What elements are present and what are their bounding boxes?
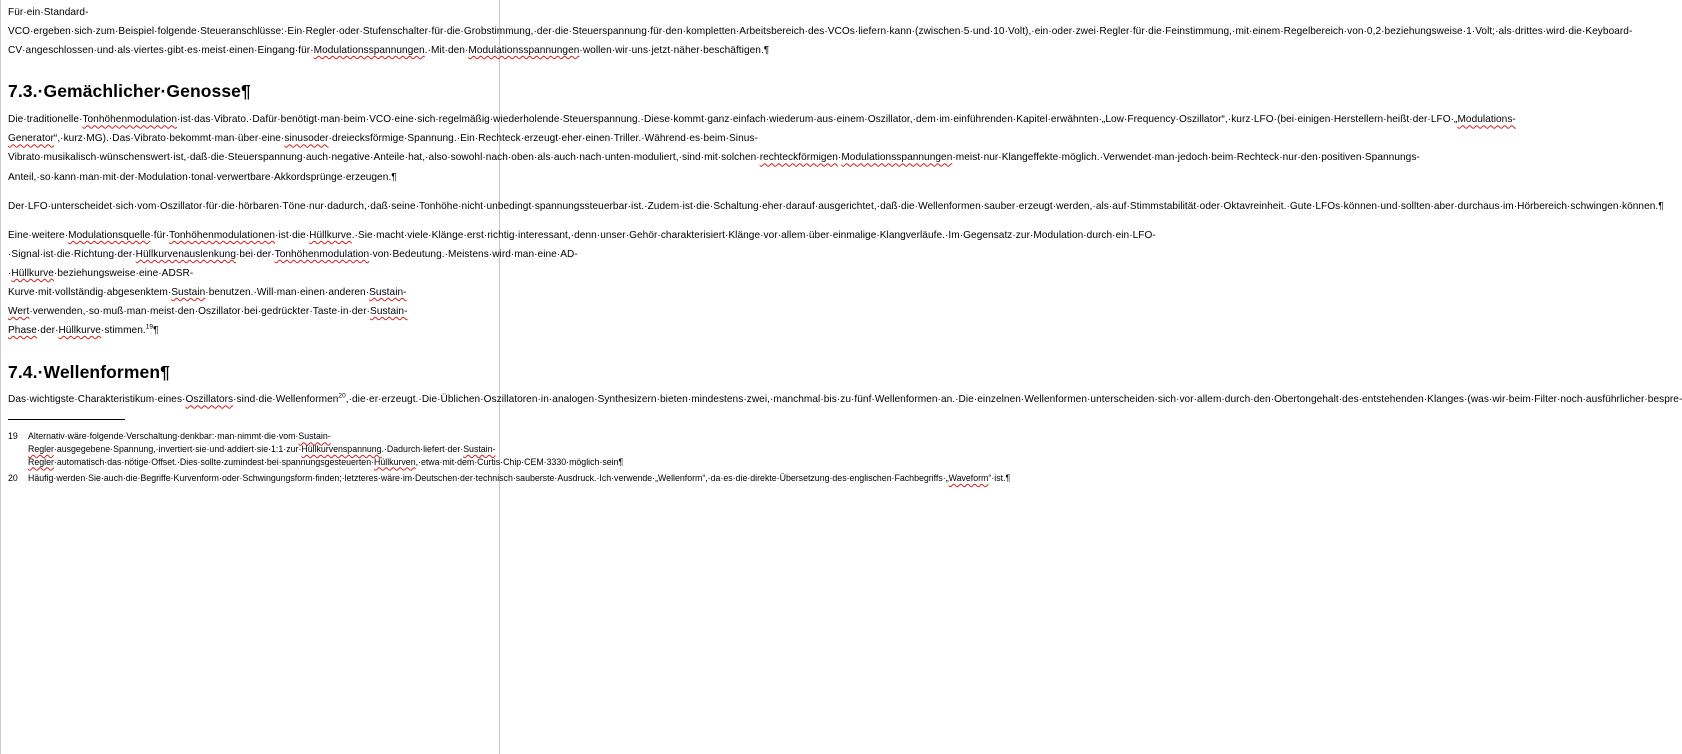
spelling-flag[interactable]: Hüllkurvenspannung xyxy=(301,444,382,454)
text-run: ·stimmen. xyxy=(100,325,146,337)
spelling-flag[interactable]: Modulations-Generator xyxy=(8,114,1516,145)
spelling-flag[interactable]: Sustain-Regler xyxy=(28,444,496,467)
text-run: ·dreiecksförmige·Spannung.·Ein·Rechteck·erzeugt·eher·einen·Triller.·Während·es·beim·Sinus-Vibrato·musikalisch·wünschenswert·ist,·daß·die·Steuerspannung·auch·negative·Anteile·hat,·also·sowohl·nach·oben·als·auch·nach·unten·moduliert,·sind·mit·solchen· xyxy=(8,133,760,164)
text-run: ·automatisch·das·nötige·Offset.·Dies·sollte·zumindest·bei·spannungsgesteuerten· xyxy=(53,456,375,467)
text-run: ·wollen·wir·uns·jetzt·näher·beschäftigen.¶ xyxy=(579,45,770,57)
text-run: “·ist.¶ xyxy=(988,473,1011,484)
spelling-flag[interactable]: Hüllkurve xyxy=(58,325,101,337)
page-content xyxy=(8,3,1682,489)
text-run: ·ist·das·Vibrato.·Dafür·benötigt·man·beim·VCO·eine·sich·regelmäßig·wiederholende·Steuerspannung.·Diese·kommt·ganz·einfach·wiederum·aus·einem·Oszillator,·dem·im·einführenden·Kapitel·erwähnten·„Low·Frequency·Oszillator“,·kurz·LFO·(bei·einigen·Herstellern·heißt·der·LFO·„ xyxy=(177,114,1458,126)
text-run: “,·kurz·MG).·Das·Vibrato·bekommt·man·über·eine· xyxy=(53,133,285,145)
text-run: ·ausgegebene·Spannung,·invertiert·sie·und·addiert·sie·1:1·zur· xyxy=(53,444,302,454)
footnote-20[interactable] xyxy=(8,472,1011,485)
spelling-flag[interactable]: Modulationsspannungen xyxy=(468,45,580,57)
text-run: .·Mit·den· xyxy=(424,45,469,57)
spelling-flag[interactable]: Sustain-Phase xyxy=(8,306,408,337)
spelling-flag[interactable]: Modulationsquelle xyxy=(68,229,151,241)
spelling-flag[interactable]: Tonhöhenmodulation xyxy=(82,114,178,126)
spelling-flag[interactable]: Hüllkurven xyxy=(374,456,416,467)
text-run: ·für· xyxy=(150,229,170,241)
spelling-flag[interactable]: Oszillators xyxy=(185,394,234,406)
footnote-separator xyxy=(8,419,125,420)
spelling-flag[interactable]: Sustain xyxy=(171,287,206,299)
spelling-flag[interactable]: Tonhöhenmodulationen xyxy=(169,229,276,241)
paragraph-lfo[interactable]: Der·LFO·unterscheidet·sich·vom·Oszillator·für·die·hörbaren·Töne·nur·dadurch,·daß·seine·Tonhöhe·nicht·unbedingt·spannungssteuerbar·ist.·Zudem·ist·die·Schaltung·eher·darauf·ausgerichtet,·daß·die·Wellenformen·sauber·erzeugt·werden,·als·auf·Stimmstabilität·oder·Oktavreinheit.·Gute·LFOs·können·und·sollten·aber·durchaus·im·Hörbereich·schwingen·können.¶ xyxy=(8,200,1664,212)
spelling-flag[interactable]: Hüllkurvenauslenkung xyxy=(135,248,236,260)
text-run: ·von·Bedeutung.·Meistens·wird·man·eine·AD-· xyxy=(8,248,578,279)
text-run: Das·wichtigste·Charakteristikum·eines· xyxy=(8,394,186,406)
section-heading-7-4[interactable]: 7.4.·Wellenformen¶ xyxy=(8,362,170,383)
spelling-flag[interactable]: Hüllkurve xyxy=(11,267,54,279)
text-run: Die·traditionelle· xyxy=(8,114,83,126)
text-run: ·benutzen.·Will·man·einen·anderen· xyxy=(205,287,370,299)
text-run: ·ist·die· xyxy=(275,229,310,241)
text-run: ·beziehungsweise·eine·ADSR-Kurve·mit·vollständig·abgesenktem· xyxy=(8,267,194,299)
text-run: ·der· xyxy=(36,325,59,337)
paragraph-vibrato[interactable] xyxy=(8,110,1516,186)
text-run: ,·die·er·erzeugt.·Die·Üblichen·Oszillatoren·in·analogen·Synthesizern·bieten·mindestens·zwei,·manchmal·bis·zu·fünf·Wellenformen·an.·Die·einzelnen·Wellenformen·unterscheiden·sich·vor·allem·durch·den·Obertongehalt·des·entstehenden·Klanges·(was·wir·beim·Filter·noch·ausführlicher·bespre- xyxy=(345,394,1682,406)
footnote-ref-19[interactable]: 19 xyxy=(145,323,154,331)
spelling-flag[interactable]: sinusoder xyxy=(284,133,329,145)
spelling-flag[interactable]: Sustain-Regler xyxy=(28,431,331,454)
text-run: Für·ein·Standard-VCO·ergeben·sich·zum·Beispiel·folgende·Steueranschlüsse:·Ein·Regler·oder·Stufenschalter·für·die·Grobstimmung,·der·die·Steuerspannung·für·den·kompletten·Arbeitsbereich·des·VCOs·liefern·kann·(zwischen·5·und·10·Volt),·ein·oder·zwei·Regler·für·die·Feinstimmung,·mit·einem·Regelbereich·von·0,2·beziehungsweise·1·Volt;·als·drittes·wird·die·Keyboard-CV·angeschlossen·und·als·viertes·gibt·es·meist·einen·Eingang·für· xyxy=(8,7,1633,57)
footnote-ref-20[interactable]: 20 xyxy=(338,392,346,400)
spelling-flag[interactable]: Hüllkurve xyxy=(309,229,352,241)
text-run: ,·etwa·mit·dem·Curtis·Chip·CEM·3330·möglich·sein¶ xyxy=(415,456,624,467)
spelling-flag[interactable]: Modulationsspannungen xyxy=(313,45,425,57)
spelling-flag[interactable]: Waveform xyxy=(948,473,989,484)
text-run: .·Dadurch·liefert·der· xyxy=(381,444,464,454)
text-run: · xyxy=(837,152,842,164)
spelling-flag[interactable]: Sustain-Wert xyxy=(8,287,407,318)
text-run: ·sind·die·Wellenformen xyxy=(233,394,339,406)
spelling-flag[interactable]: Modulationsspannungen xyxy=(841,152,953,164)
paragraph-intro[interactable] xyxy=(8,3,1633,60)
text-run: .·Sie·macht·viele·Klänge·erst·richtig·interessant,·denn·unser·Gehör·charakterisiert·Klänge·vor·allem·über·einmalige·Klangverläufe.·Im·Gegensatz·zur·Modulation·durch·ein·LFO-·Signal·ist·die·Richtung·der· xyxy=(8,229,1156,260)
text-run: Eine·weitere· xyxy=(8,229,69,241)
footnote-19[interactable] xyxy=(8,430,624,468)
paragraph-wellenformen[interactable] xyxy=(8,390,1682,409)
section-heading-7-3[interactable]: 7.3.·Gemächlicher·Genosse¶ xyxy=(8,81,251,102)
spelling-flag[interactable]: rechteckförmigen xyxy=(759,152,838,164)
paragraph-huellkurve[interactable] xyxy=(8,226,1156,341)
text-run: ¶ xyxy=(153,325,159,337)
text-run: Alternativ·wäre·folgende·Verschaltung·denkbar:·man·nimmt·die·vom· xyxy=(28,431,299,442)
text-run: ·meist·nur·Klangeffekte·möglich.·Verwendet·man·jedoch·beim·Rechteck·nur·den·positiven·Spannungs-Anteil,·so·kann·man·mit·der·Modulation·tonal·verwertbare·Akkordsprünge·erzeugen.¶ xyxy=(8,152,1420,183)
footnote-number: 20 xyxy=(8,473,18,484)
text-run: Häufig·werden·Sie·auch·die·Begriffe·Kurvenform·oder·Schwingungsform·finden;·letzteres·wäre·im·Deutschen·der·technisch·sauberste·Ausdruck.·Ich·verwende·„Wellenform“,·da·es·die·direkte·Übersetzung·des·englischen·Fachbegriffs·„ xyxy=(28,473,949,484)
spelling-flag[interactable]: Tonhöhenmodulation xyxy=(274,248,370,260)
text-run: ·verwenden,·so·muß·man·meist·den·Oszillator·bei·gedrückter·Taste·in·der· xyxy=(29,306,371,318)
footnote-number: 19 xyxy=(8,431,18,442)
text-run: ·bei·der· xyxy=(236,248,275,260)
